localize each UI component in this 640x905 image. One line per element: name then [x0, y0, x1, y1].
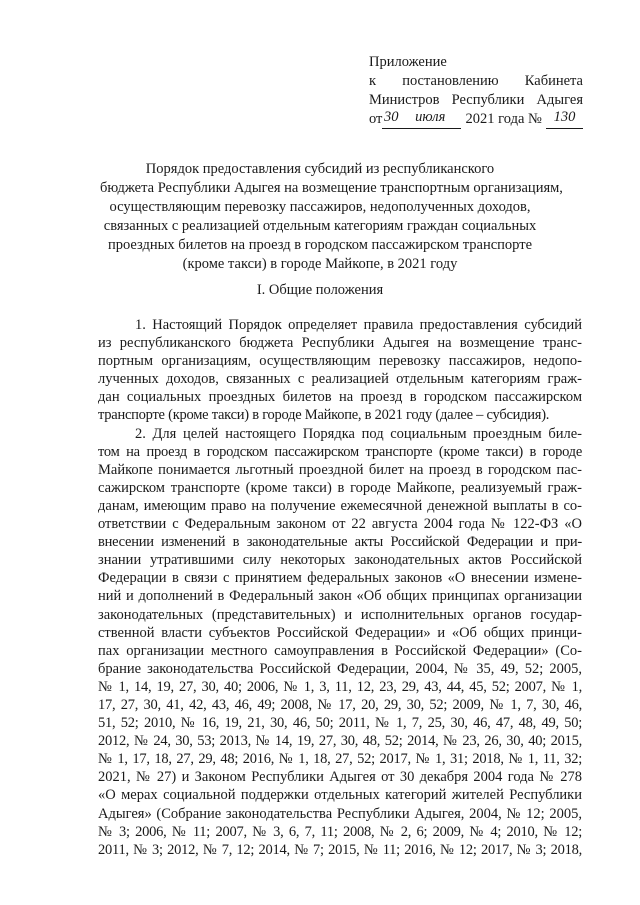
- body-line: данам, имеющим право на получение ежемесячной денежной выплаты в со-: [98, 497, 582, 514]
- date-month: июля: [400, 110, 461, 129]
- body-line: № 1, 14, 19, 27, 30, 40; 2006, № 1, 3, 11, 12, 23, 29, 43, 44, 45, 52; 2007, № 1,: [98, 678, 582, 695]
- title-line: Порядок предоставления субсидий из республиканского: [145, 161, 495, 177]
- title-line: связанных с реализацией отдельным категориям граждан социальных: [103, 218, 537, 234]
- appendix-line-1: [369, 53, 583, 72]
- date-year-text: 2021 года №: [465, 111, 542, 127]
- appendix-line-3: [369, 91, 583, 110]
- body-line: 2011, № 3; 2012, № 7, 12; 2014, № 7; 2015, № 11; 2016, № 12; 2017, № 3; 2018,: [98, 841, 582, 858]
- section-heading: I. Общие положения: [256, 282, 384, 298]
- body-line: брание законодательства Российской Федерации, 2004, № 35, 49, 52; 2005,: [98, 660, 582, 677]
- body-line: № 3; 2006, № 11; 2007, № 3, 6, 7, 11; 2008, № 2, 6; 2009, № 4; 2010, № 12;: [98, 823, 582, 840]
- body-line: внесении изменений в законодательные акты Российской Федерации и при-: [98, 534, 582, 551]
- body-line: из республиканского бюджета Республики Адыгея на возмещение транс-: [98, 335, 582, 352]
- body-line: пах организации местного самоуправления в Российской Федерации» (Со-: [98, 642, 582, 659]
- document-title: [100, 160, 563, 274]
- decree-number: 130: [546, 110, 583, 129]
- appendix-word: Кабинета: [524, 73, 583, 89]
- title-line: осуществляющим перевозку пассажиров, недополученных доходов,: [109, 199, 531, 215]
- appendix-line-2: [369, 72, 583, 91]
- body-line: 2012, № 24, 30, 53; 2013, № 14, 19, 27, 30, 48, 52; 2014, № 23, 26, 30, 40; 2015,: [98, 733, 582, 750]
- title-line: (кроме такси) в городе Майкопе, в 2021 году: [182, 256, 458, 272]
- body-line: Майкопе понимается льготный проездной билет на проезд в городском пас-: [98, 461, 582, 478]
- body-line: ственной власти субъектов Российской Федерации» и «Об общих принци-: [98, 624, 582, 641]
- body-line: портным организациям, осуществляющим перевозку пассажиров, недопо-: [98, 353, 582, 370]
- date-prefix: от: [369, 111, 383, 127]
- body-line: «О мерах социальной поддержки отдельных категорий жителей Республики: [98, 787, 582, 804]
- appendix-header: [369, 53, 583, 129]
- appendix-date-line: [369, 110, 583, 129]
- body-line: ний и дополнений в Федеральный закон «Об общих принципах организации: [98, 588, 582, 605]
- appendix-word: Адыгея: [536, 92, 583, 108]
- body-line: Адыгея» (Собрание законодательства Республики Адыгея, 2004, № 12; 2005,: [98, 805, 582, 822]
- body-line: сажирском транспорте (кроме такси) в городе Майкопе, реализуемый граж-: [98, 479, 582, 496]
- body-line: транспорте (кроме такси) в городе Майкопе, в 2021 году (далее – субсидия).: [98, 407, 550, 424]
- body-text: [98, 316, 582, 859]
- body-line: 1. Настоящий Порядок определяет правила предоставления субсидий: [135, 317, 582, 333]
- title-line: проездных билетов на проезд в городском пассажирском транспорте: [107, 237, 533, 253]
- body-line: ответствии с Федеральным законом от 22 августа 2004 года № 122-ФЗ «О: [98, 516, 582, 533]
- body-line: законодательных (представительных) и исполнительных органов государ-: [98, 606, 582, 623]
- appendix-word: Республики: [451, 92, 525, 108]
- body-line: том на проезд в городском пассажирском транспорте (кроме такси) в городе: [98, 443, 582, 460]
- body-line: лученных доходов, связанных с реализацией отдельным категориям граж-: [98, 371, 582, 388]
- appendix-label: Приложение: [369, 54, 447, 70]
- body-line: знании утратившими силу некоторых законодательных актов Российской: [98, 552, 582, 569]
- body-line: 2021, № 27) и Законом Республики Адыгея от 30 декабря 2004 года № 278: [98, 769, 582, 786]
- body-line: дан социальных проездных билетов на проезд в городском пассажирском: [98, 389, 582, 406]
- body-line: 51, 52; 2010, № 16, 19, 21, 30, 46, 50; 2011, № 1, 7, 25, 30, 46, 47, 48, 49, 50;: [98, 715, 582, 732]
- body-line: 17, 27, 30, 41, 42, 43, 46, 49; 2008, № 17, 20, 29, 30, 52; 2009, № 1, 7, 30, 46,: [98, 696, 582, 713]
- appendix-word: к: [369, 73, 377, 89]
- appendix-word: Министров: [369, 92, 440, 108]
- body-line: 2. Для целей настоящего Порядка под социальным проездным биле-: [135, 425, 582, 442]
- body-line: № 1, 17, 18, 27, 29, 48; 2016, № 1, 18, 27, 52; 2017, № 1, 31; 2018, № 1, 11, 32;: [98, 751, 582, 768]
- date-day: 30: [382, 110, 400, 129]
- appendix-word: постановлению: [402, 73, 499, 89]
- title-line: бюджета Республики Адыгея на возмещение транспортным организациям,: [100, 180, 563, 196]
- body-line: Федерации в связи с принятием федеральных законов «О внесении измене-: [98, 570, 582, 587]
